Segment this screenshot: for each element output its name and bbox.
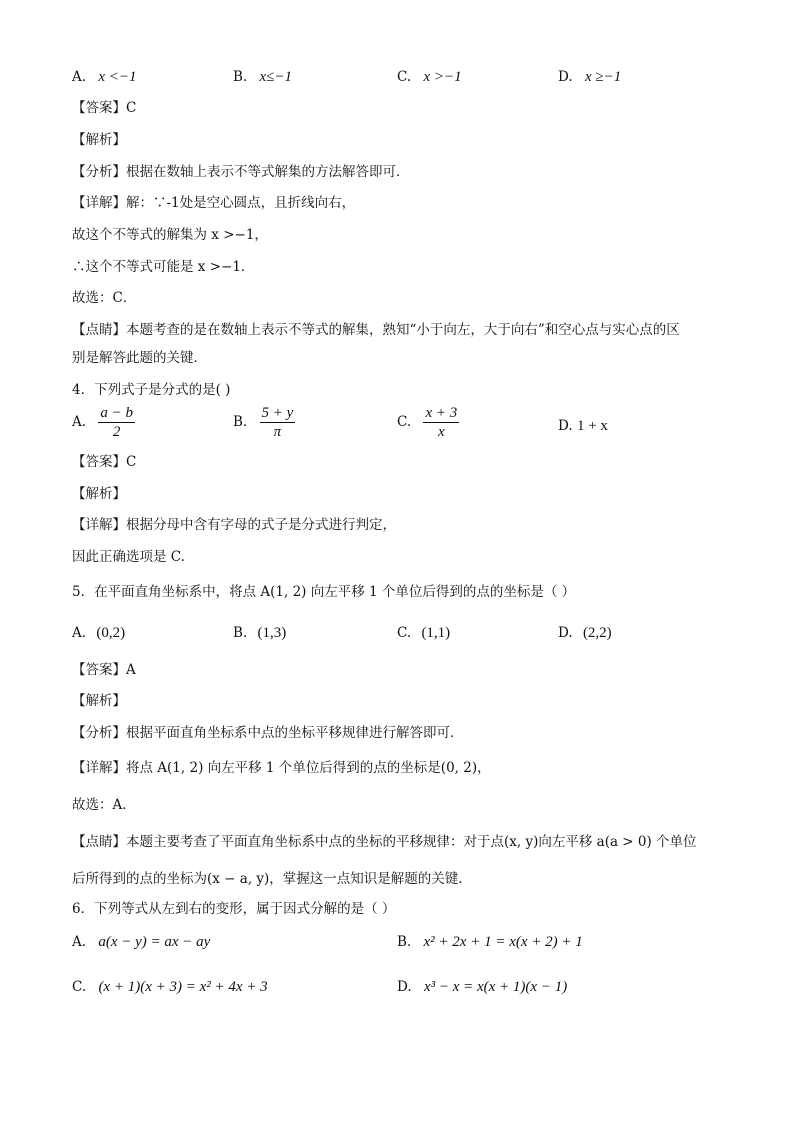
option-expr: (2,2): [582, 625, 612, 641]
option-label: B.: [233, 414, 248, 430]
q5-answer: 【答案】A: [72, 662, 136, 678]
q5-option-b: [233, 623, 286, 643]
option-expr: x ≥−1: [584, 69, 622, 85]
fraction: [260, 404, 296, 441]
denominator: 2: [112, 424, 121, 440]
option-expr: 1 + x: [576, 418, 608, 434]
q6-option-a: [72, 932, 210, 952]
q3-solution-line: ∴这个不等式可能是 x >−1．: [72, 259, 255, 275]
q4-option-b: [233, 404, 295, 441]
q5-dianjing: 后所得到的点的坐标为(x − a, y)，掌握这一点知识是解题的关键．: [72, 871, 472, 887]
q5-xiangjie: 【详解】将点 A(1, 2) 向左平移 1 个单位后得到的点的坐标是(0, 2)，: [72, 760, 491, 776]
q5-stem: 5．在平面直角坐标系中，将点 A(1, 2) 向左平移 1 个单位后得到的点的坐标是（ ）: [72, 584, 576, 600]
q3-choice: 故选：C．: [72, 290, 137, 306]
q3-option-c: [397, 67, 462, 87]
q3-dianjing: 别是解答此题的关键．: [72, 350, 207, 366]
q5-option-d: [558, 623, 612, 643]
option-expr: (0,2): [96, 625, 126, 641]
numerator: a − b: [100, 405, 133, 421]
option-label: B.: [233, 69, 248, 85]
q3-option-a: [72, 67, 137, 87]
option-label: A.: [72, 625, 87, 641]
denominator: x: [437, 424, 445, 440]
q3-option-d: [558, 67, 621, 87]
numerator: 5 + y: [261, 405, 294, 421]
option-expr: (1,1): [421, 625, 451, 641]
q3-xiangjie: 【详解】解：∵-1处是空心圆点，且折线向右，: [72, 195, 356, 211]
option-label: D.: [558, 69, 573, 85]
q4-xiangjie: 【详解】根据分母中含有字母的式子是分式进行判定，: [72, 517, 396, 533]
fraction: [98, 404, 135, 441]
q4-analysis-tag: 【解析】: [72, 486, 126, 502]
option-label: D.: [558, 418, 573, 434]
fraction: [423, 404, 459, 441]
option-label: D.: [558, 625, 573, 641]
numerator: x + 3: [425, 405, 458, 421]
q3-analysis-tag: 【解析】: [72, 132, 126, 148]
option-label: A.: [72, 414, 87, 430]
option-label: C.: [397, 625, 412, 641]
q6-stem: 6．下列等式从左到右的变形，属于因式分解的是（ ）: [72, 901, 396, 917]
option-expr: (1,3): [257, 625, 287, 641]
option-label: C.: [397, 69, 412, 85]
option-expr: x <−1: [98, 69, 137, 85]
q3-answer: 【答案】C: [72, 100, 137, 116]
q6-option-b: [397, 932, 583, 952]
option-label: A.: [72, 69, 87, 85]
option-expr: x² + 2x + 1 = x(x + 2) + 1: [423, 934, 583, 950]
option-label: A.: [72, 934, 87, 950]
option-label: D.: [397, 979, 412, 995]
q5-fenxi: 【分析】根据平面直角坐标系中点的坐标平移规律进行解答即可．: [72, 725, 464, 741]
denominator: π: [273, 424, 282, 440]
option-label: C.: [72, 979, 87, 995]
option-label: B.: [233, 625, 248, 641]
q4-option-c: [397, 404, 459, 441]
q4-conclusion: 因此正确选项是 C.: [72, 549, 185, 565]
q4-option-a: [72, 404, 135, 441]
option-expr: (x + 1)(x + 3) = x² + 4x + 3: [98, 979, 268, 995]
q5-choice: 故选：A．: [72, 797, 136, 813]
q6-option-c: [72, 977, 268, 997]
option-expr: x³ − x = x(x + 1)(x − 1): [423, 979, 568, 995]
q4-stem: 4．下列式子是分式的是( ): [72, 382, 231, 398]
q5-option-c: [397, 623, 450, 643]
option-expr: x≤−1: [259, 69, 293, 85]
q6-option-d: [397, 977, 567, 997]
q5-dianjing: 【点睛】本题主要考查了平面直角坐标系中点的坐标的平移规律：对于点(x, y)向左平移 a(a > 0) 个单位: [72, 834, 697, 850]
q4-answer: 【答案】C: [72, 454, 137, 470]
q4-option-d: [558, 416, 608, 436]
option-label: B.: [397, 934, 412, 950]
q3-dianjing: 【点睛】本题考查的是在数轴上表示不等式的解集，熟知“小于向左，大于向右”和空心点与实心点的区: [72, 322, 680, 338]
q3-option-b: [233, 67, 292, 87]
option-expr: x >−1: [423, 69, 462, 85]
q5-analysis-tag: 【解析】: [72, 693, 126, 709]
q3-solution-line: 故这个不等式的解集为 x >−1，: [72, 227, 268, 243]
q5-option-a: [72, 623, 125, 643]
option-label: C.: [397, 414, 412, 430]
q3-fenxi: 【分析】根据在数轴上表示不等式解集的方法解答即可．: [72, 164, 410, 180]
option-expr: a(x − y) = ax − ay: [98, 934, 211, 950]
